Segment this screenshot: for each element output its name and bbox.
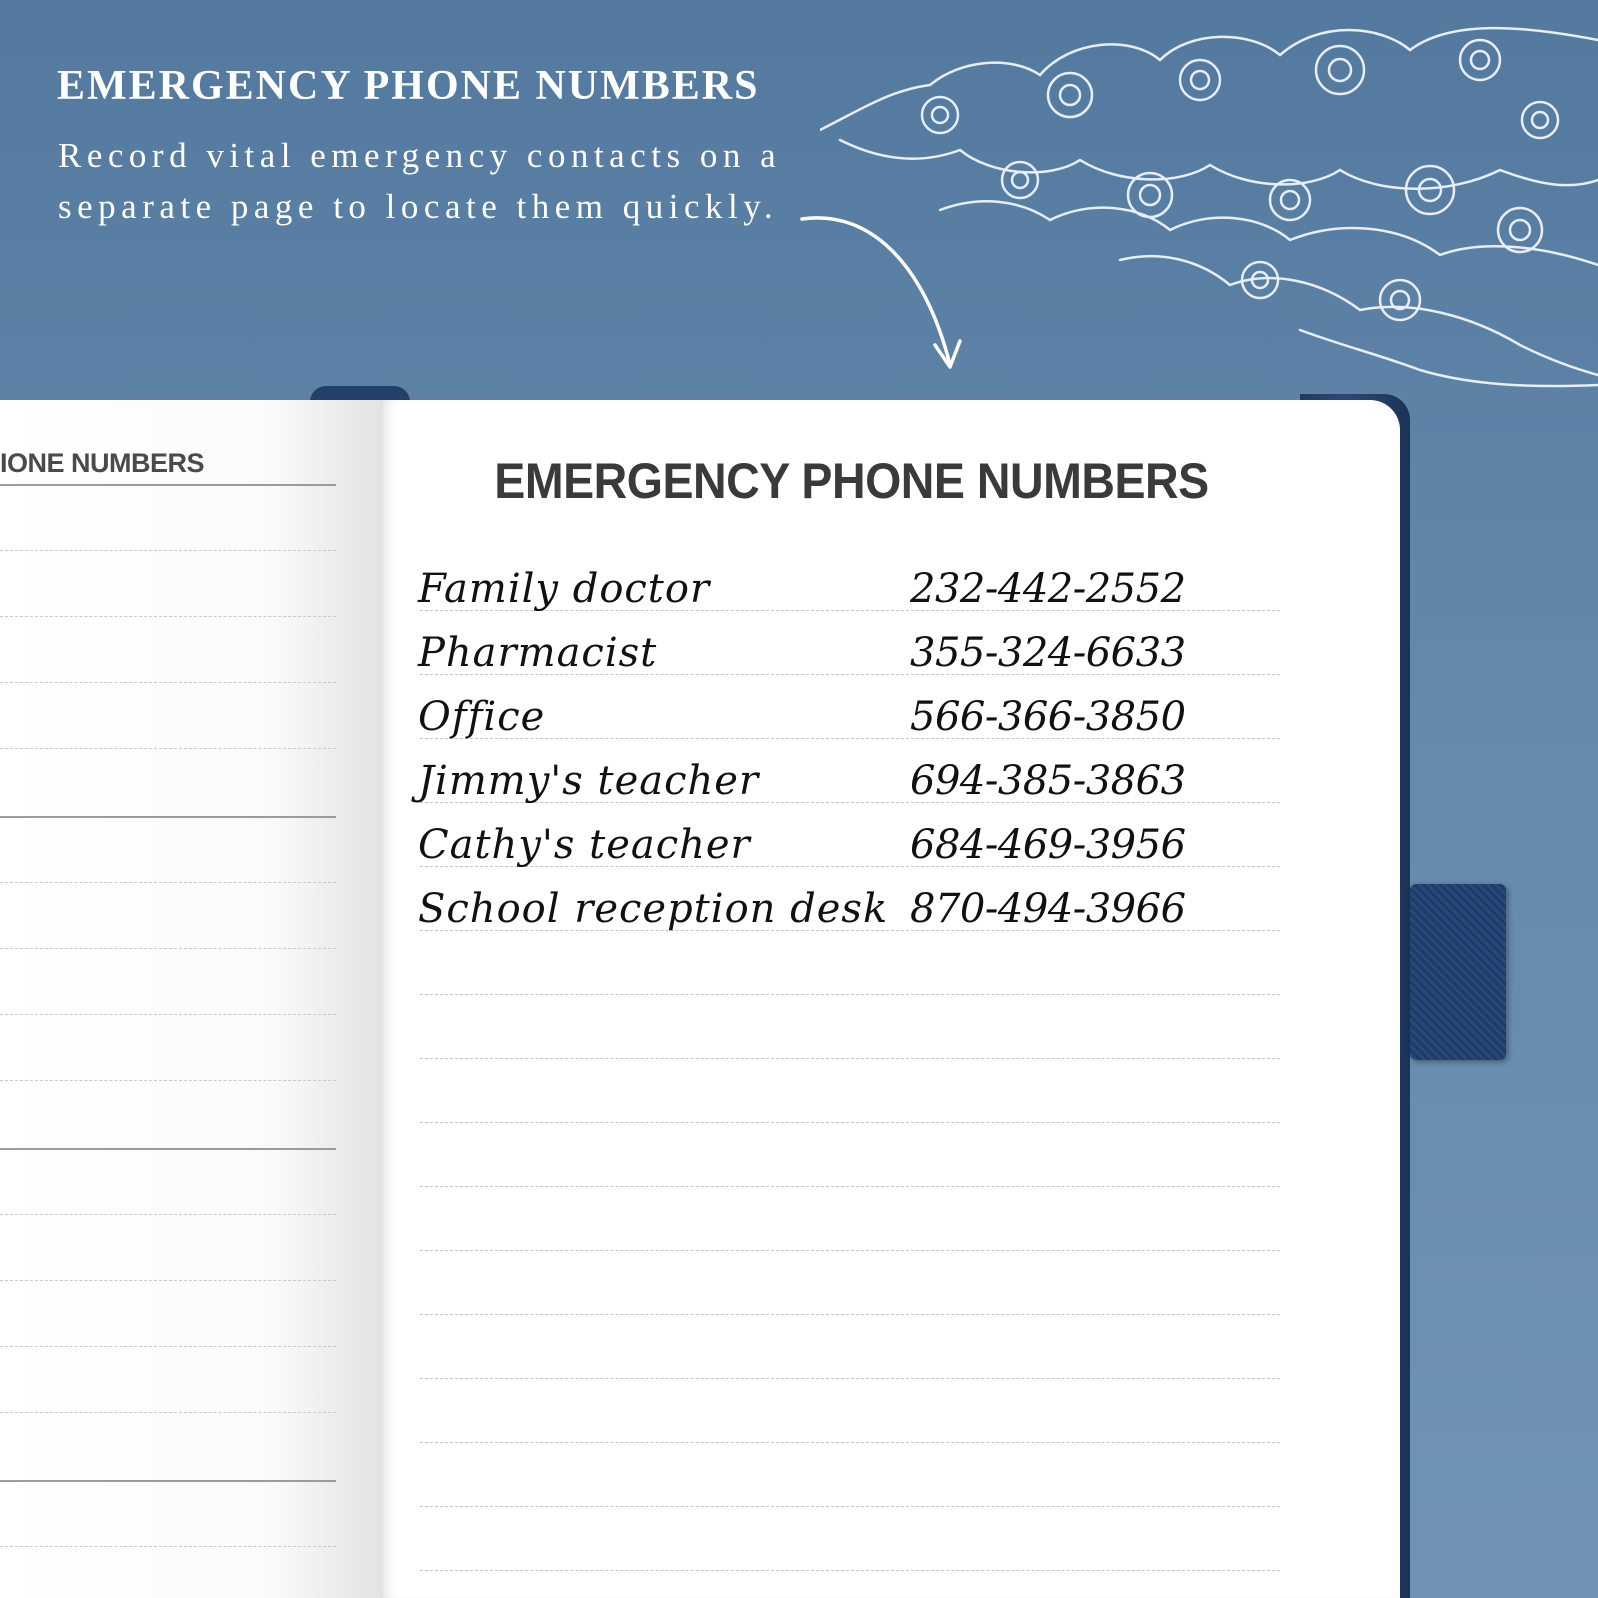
contact-phone: 566-366-3850 [910, 694, 1186, 740]
contact-row [0, 758, 1598, 822]
left-page-rule [0, 1014, 336, 1015]
left-page-rule [0, 1412, 336, 1413]
contact-row [0, 694, 1598, 758]
contact-name: Pharmacist [418, 630, 658, 676]
ruled-line [420, 1378, 1280, 1379]
ruled-line [420, 1314, 1280, 1315]
ruled-line [420, 1506, 1280, 1507]
contact-row [0, 886, 1598, 950]
left-page-rule [0, 1214, 336, 1215]
ruled-line [420, 1442, 1280, 1443]
left-page-rule [0, 1480, 336, 1482]
ruled-line [420, 1122, 1280, 1123]
curved-arrow-icon [800, 205, 980, 385]
contact-name: School reception desk [418, 886, 889, 932]
ruled-line [420, 1250, 1280, 1251]
contact-name: Family doctor [418, 566, 711, 612]
page-title: EMERGENCY PHONE NUMBERS [494, 453, 1209, 509]
ruled-line [420, 1186, 1280, 1187]
contact-phone: 232-442-2552 [910, 566, 1186, 612]
left-page-title: IONE NUMBERS [0, 448, 205, 478]
contact-name: Office [418, 694, 546, 740]
left-page-rule [0, 1148, 336, 1150]
left-page-rule [0, 1546, 336, 1547]
contact-phone: 870-494-3966 [910, 886, 1186, 932]
ruled-line [420, 994, 1280, 995]
left-page-rule [0, 1080, 336, 1081]
banner-headline: EMERGENCY PHONE NUMBERS [57, 63, 760, 109]
contact-phone: 355-324-6633 [910, 630, 1186, 676]
left-page-rule [0, 550, 336, 551]
contact-row [0, 566, 1598, 630]
left-page-rule [0, 1346, 336, 1347]
contact-name: Jimmy's teacher [418, 758, 760, 804]
banner-subline: Record vital emergency contacts on a separate page to locate them quickly. [58, 136, 782, 226]
left-page-rule [0, 1280, 336, 1281]
contact-phone: 684-469-3956 [910, 822, 1186, 868]
contact-name: Cathy's teacher [418, 822, 751, 868]
ruled-line [420, 1570, 1280, 1571]
contact-row [0, 630, 1598, 694]
ruled-line [420, 1058, 1280, 1059]
left-page-rule [0, 484, 336, 486]
contact-row [0, 822, 1598, 886]
contact-phone: 694-385-3863 [910, 758, 1186, 804]
